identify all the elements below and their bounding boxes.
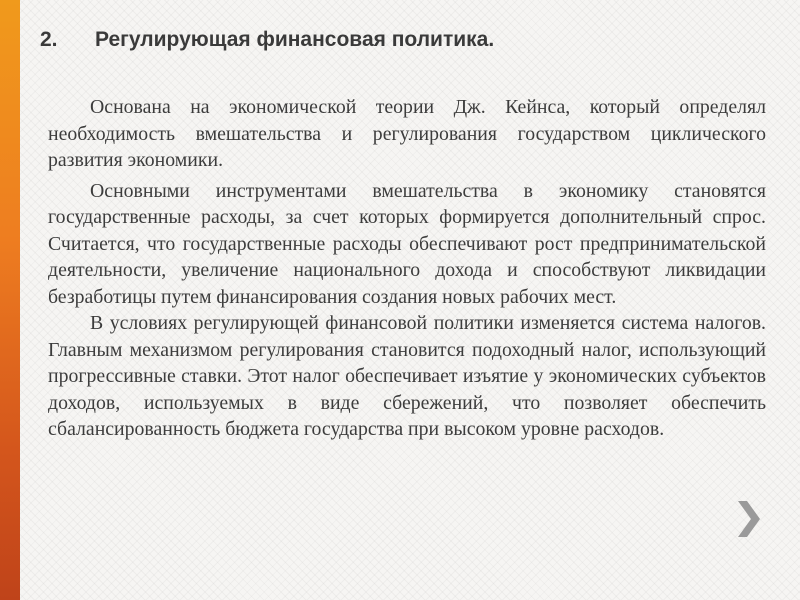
paragraph-government-spending: Основными инструментами вмешательства в экономику становятся государственные расходы, за счет которых формируется дополнительный спрос. Считается, что государственные расходы обеспечивают рост предпринимательской деятельности, увеличение национального дохода и способствуют ликвидации безработицы путем финансирования создания новых рабочих мест.: [48, 179, 766, 308]
slide-title-text: Регулирующая финансовая политика.: [95, 28, 495, 51]
accent-side-bar: [0, 0, 20, 600]
chevron-right-icon[interactable]: [734, 498, 764, 540]
paragraph-keynes-theory: Основана на экономической теории Дж. Кейнса, который определял необходимость вмешательства и регулирования государством циклического развития экономики.: [48, 96, 766, 171]
slide-title-number: 2.: [40, 28, 58, 51]
slide-title: [40, 28, 780, 52]
slide-body: [48, 94, 766, 443]
paragraph-tax-system: В условиях регулирующей финансовой политики изменяется система налогов. Главным механизмом регулирования становится подоходный налог, использующий прогрессивные ставки. Этот налог обеспечивает изъятие у экономических субъектов доходов, используемых в виде сбережений, что позволяет обеспечить сбалансированность бюджета государства при высоком уровне расходов.: [48, 312, 766, 440]
